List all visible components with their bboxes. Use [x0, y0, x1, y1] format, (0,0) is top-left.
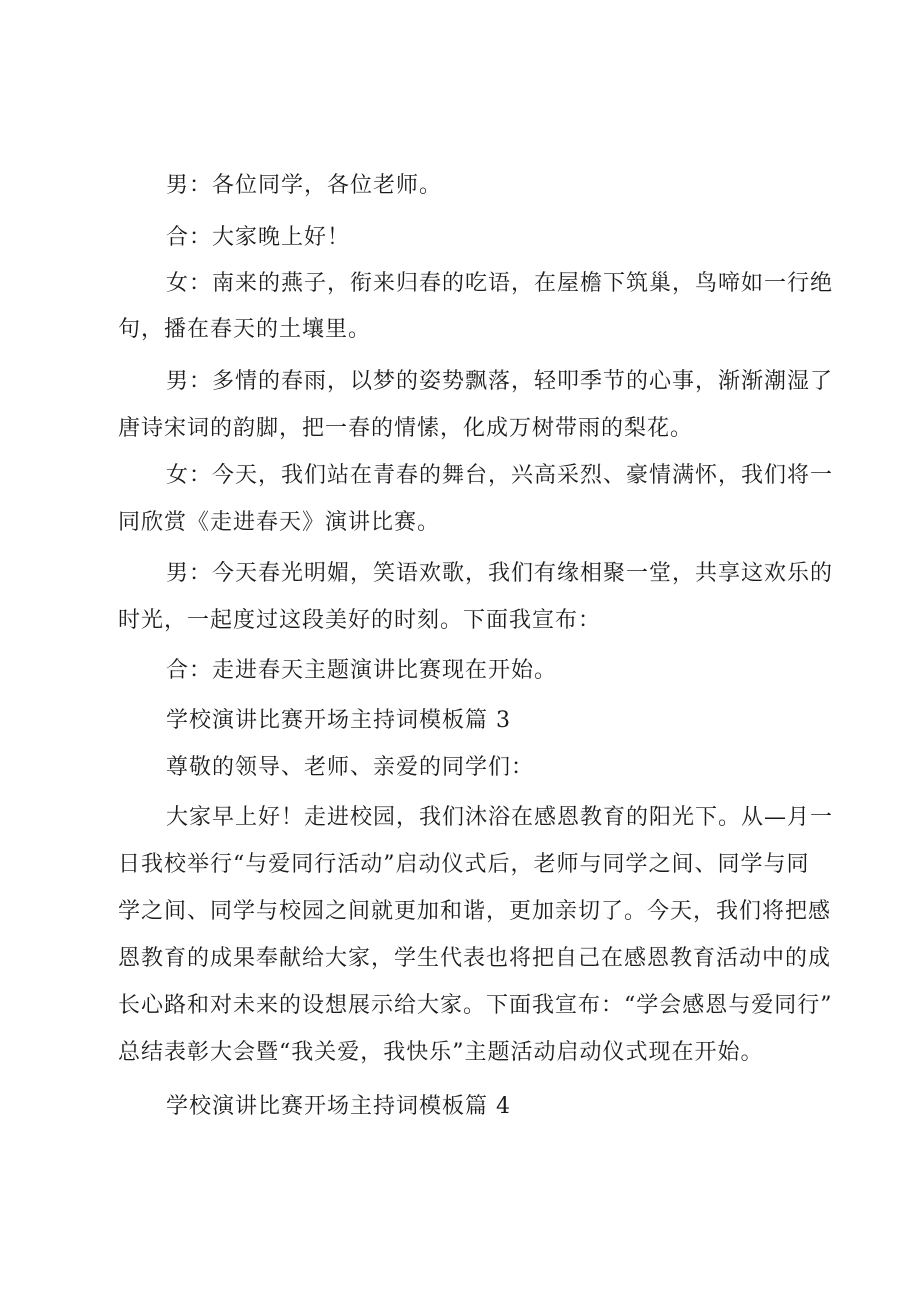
- salutation: 尊敬的领导、老师、亲爱的同学们：: [166, 755, 535, 780]
- dialogue-line-male-1-cont: 唐诗宋词的韵脚，把一春的情愫，化成万树带雨的梨花。: [118, 416, 694, 441]
- dialogue-line-chorus-greeting: 合：大家晚上好！: [166, 225, 351, 250]
- speech-line-2: 日我校举行“与爱同行活动”启动仪式后，老师与同学之间、同学与同: [118, 852, 810, 877]
- dialogue-line-male-2: 男：今天春光明媚，笑语欢歌，我们有缘相聚一堂，共享这欢乐的: [166, 561, 834, 586]
- dialogue-line-female-1: 女：南来的燕子，衔来归春的吃语，在屋檐下筑巢，鸟啼如一行绝: [166, 271, 834, 296]
- section-heading-3: 学校演讲比赛开场主持词模板篇 3: [166, 708, 511, 733]
- speech-line-4: 恩教育的成果奉献给大家，学生代表也将把自己在感恩教育活动中的成: [118, 946, 832, 971]
- speech-line-5: 长心路和对未来的设想展示给大家。下面我宣布：“学会感恩与爱同行”: [118, 993, 833, 1018]
- speech-line-3: 学之间、同学与校园之间就更加和谐，更加亲切了。今天，我们将把感: [118, 899, 832, 924]
- dialogue-line-chorus-start: 合：走进春天主题演讲比赛现在开始。: [166, 658, 558, 683]
- dialogue-line-male-1: 男：多情的春雨，以梦的姿势飘落，轻叩季节的心事，渐渐潮湿了: [166, 369, 834, 394]
- section-heading-4: 学校演讲比赛开场主持词模板篇 4: [166, 1094, 511, 1119]
- dialogue-line-female-2-cont: 同欣赏《走进春天》演讲比赛。: [118, 510, 441, 535]
- speech-line-1: 大家早上好！走进校园，我们沐浴在感恩教育的阳光下。从—月一: [166, 805, 834, 830]
- dialogue-line-female-1-cont: 句，播在春天的土壤里。: [118, 317, 372, 342]
- dialogue-line-male-2-cont: 时光，一起度过这段美好的时刻。下面我宣布：: [118, 608, 602, 633]
- speech-line-6: 总结表彰大会暨“我关爱，我快乐”主题活动启动仪式现在开始。: [118, 1040, 764, 1065]
- dialogue-line-male-greeting: 男：各位同学，各位老师。: [166, 173, 443, 198]
- dialogue-line-female-2: 女：今天，我们站在青春的舞台，兴高采烈、豪情满怀，我们将一: [166, 463, 834, 488]
